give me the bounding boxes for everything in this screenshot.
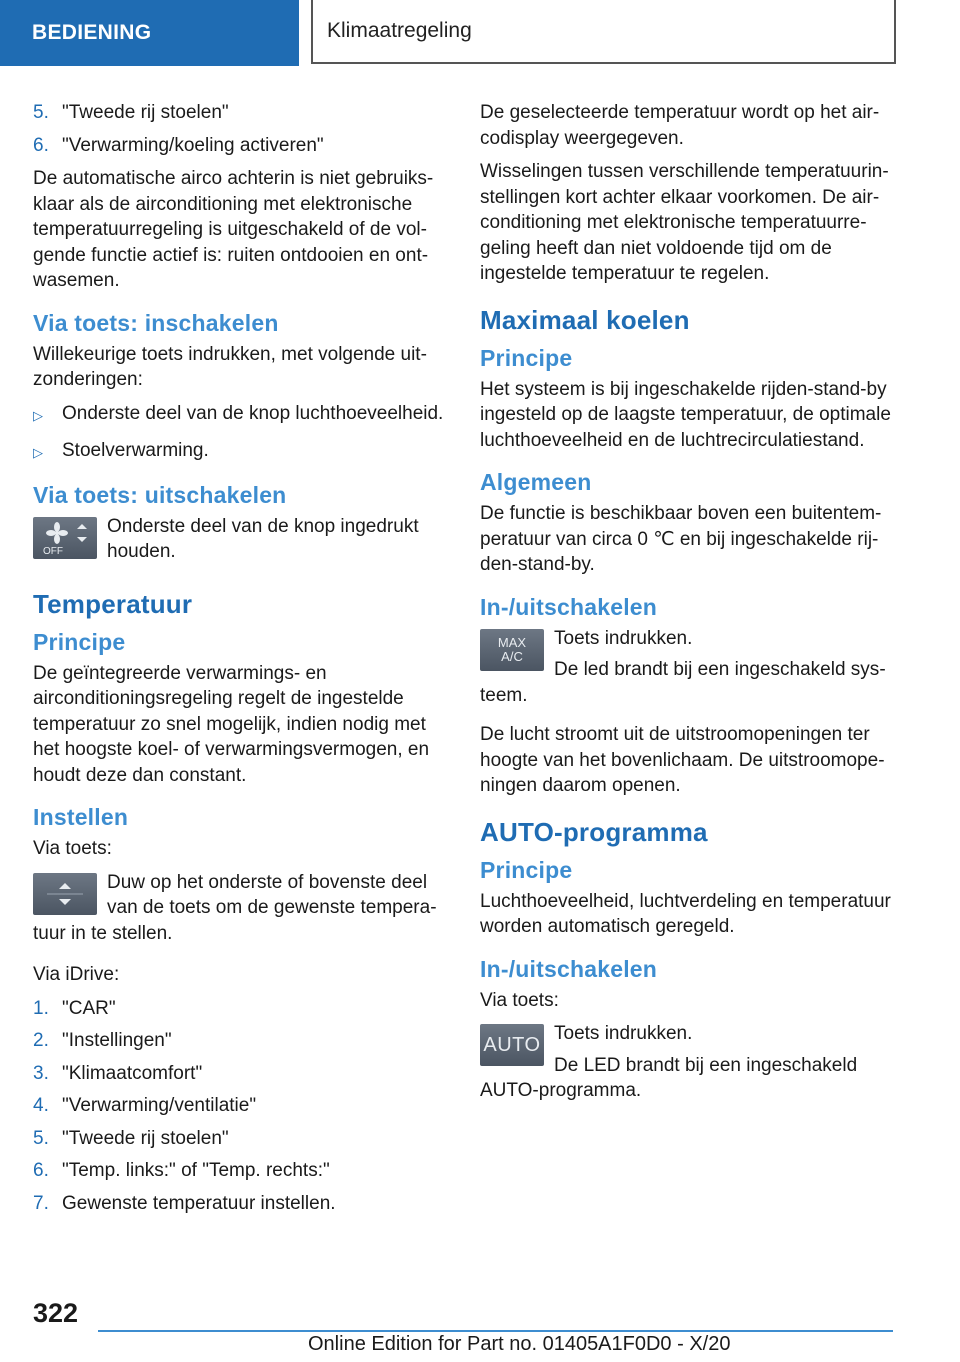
paragraph-rear-auto: De automatische airco achterin is niet gebruiksklaar als de airconditioning met elektronische temperatuurregeling is uitgeschakeld of de volgende functie actief is: ruiten ontdooien en ontwasemen. [33,168,434,291]
paragraph-via-toets: Via toets: [33,838,112,859]
paragraph-via-idrive: Via iDrive: [33,964,120,985]
chapter-tab [311,0,896,64]
list-item [33,438,449,466]
list-number: 4. [33,1095,49,1116]
triangle-bullet-icon: ▷ [33,407,43,423]
list-item [33,1158,449,1184]
key-arrows-row [33,870,449,955]
chapter-title: Klimaatregeling [327,19,472,42]
list-text: "CAR" [62,997,116,1019]
footer-edition: Online Edition for Part no. 01405A1F0D0 - X/20 [308,1333,731,1355]
numbered-list [33,100,449,158]
key-auto-text-1: Toets indrukken. [554,1023,693,1044]
key-off-label: OFF [43,545,63,557]
heading-in-uit: In-/uitschakelen [480,593,658,620]
heading-instellen: Instellen [33,804,129,830]
list-item [33,1093,449,1119]
list-item [33,1028,449,1054]
paragraph-display: De geselecteerde temperatuur wordt op het aircodisplay weergegeven. [480,102,880,149]
list-item [33,1061,449,1087]
max-ac-key-icon [480,629,544,671]
section-tab [0,0,299,66]
paragraph-algemeen: De functie is beschikbaar boven een buitentemperatuur van circa 0 ℃ en bij ingeschakelde rijden-stand-by. [480,503,882,575]
up-down-key-icon [33,873,97,915]
list-number: 6. [33,1160,49,1181]
paragraph-switching: Wisselingen tussen verschillende temperatuurinstellingen kort achter elkaar voorkomen. De airconditioning met elektronische temperatuurregeling heeft dan niet voldoende tijd om de ingestelde temperatuur te regelen. [480,161,889,284]
list-text: "Klimaatcomfort" [62,1062,203,1084]
list-item [33,996,449,1022]
list-text: Onderste deel van de knop luchthoeveelheid. [62,402,444,424]
ac-label: A/C [501,648,523,664]
paragraph-principe: De geïntegreerde verwarmings- en airconditioningsregeling regelt de ingestelde temperatuur zo snel mogelijk, indien nodig met het hoogste koel- of verwarmingsvermogen, en houdt deze dan constant. [33,662,430,786]
auto-label: AUTO [483,1033,541,1056]
fan-off-key-icon [33,517,97,559]
heading-principe: Principe [33,628,126,655]
list-text: "Verwarming/ventilatie" [62,1095,257,1116]
heading-switch-on: Via toets: inschakelen [33,309,279,336]
list-text: Stoelverwarming. [62,440,209,461]
list-text: "Tweede rij stoelen" [62,102,229,123]
key-auto-text-2: De LED brandt bij een ingeschakeld AUTO-programma. [480,1054,858,1101]
list-item [33,133,449,159]
right-column [480,100,898,1118]
bullet-list [33,401,449,466]
heading-algemeen: Algemeen [480,469,592,495]
list-item [33,401,449,429]
heading-principe-2: Principe [480,856,573,883]
page-number: 322 [33,1298,79,1328]
list-number: 7. [33,1192,49,1214]
heading-temperature: Temperatuur [33,588,193,619]
paragraph-via-toets: Via toets: [480,989,559,1011]
key-max-text-1: Toets indrukken. [554,627,693,649]
triangle-bullet-icon: ▷ [33,445,43,460]
list-text: Gewenste temperatuur instellen. [62,1192,336,1214]
max-label: MAX [497,634,527,650]
heading-principe: Principe [480,344,573,371]
paragraph-switch-on: Willekeurige toets indrukken, met volgende uitzonderingen: [33,343,427,390]
key-auto-row [480,1021,898,1110]
list-number: 3. [33,1062,49,1084]
paragraph-principe-2: Luchthoeveelheid, luchtverdeling en temperatuur worden automatisch geregeld. [480,890,891,937]
paragraph-lucht: De lucht stroomt uit de uitstroomopeningen ter hoogte van het bovenlichaam. De uitstroomopeningen daarom openen. [480,724,885,796]
heading-max-cooling: Maximaal koelen [480,304,690,335]
list-number: 6. [33,134,49,156]
key-max-text-2: De led brandt bij een ingeschakeld systeem. [480,659,886,706]
left-column [33,100,449,1224]
key-arrows-text: Duw op het onderste of bovenste deel van de toets om de gewenste temperatuur in te stellen. [33,871,437,944]
auto-key-icon [480,1024,544,1066]
list-text: "Instellingen" [62,1030,172,1051]
list-text: "Verwarming/koeling activeren" [62,134,324,156]
footer-divider [98,1330,893,1332]
list-text: "Temp. links:" of "Temp. rechts:" [62,1160,330,1181]
key-off-text: Onderste deel van de knop ingedrukt houden. [107,515,419,562]
list-item [33,1191,449,1217]
key-max-row [480,626,898,715]
heading-in-uit-2: In-/uitschakelen [480,955,658,982]
list-item [33,1126,449,1152]
paragraph-principe: Het systeem is bij ingeschakelde rijden-stand-by ingesteld op de laagste temperatuur, de optimale luchthoeveelheid en de luchtrecirculatiestand. [480,378,891,451]
section-title: BEDIENING [32,21,152,44]
heading-switch-off: Via toets: uitschakelen [33,481,287,508]
list-number: 5. [33,102,49,123]
key-off-row [33,514,449,571]
heading-auto-programma: AUTO-programma [480,816,708,847]
idrive-list [33,996,449,1217]
list-item [33,100,449,126]
list-number: 2. [33,1030,49,1051]
list-text: "Tweede rij stoelen" [62,1127,229,1149]
list-number: 1. [33,997,49,1019]
list-number: 5. [33,1127,49,1149]
